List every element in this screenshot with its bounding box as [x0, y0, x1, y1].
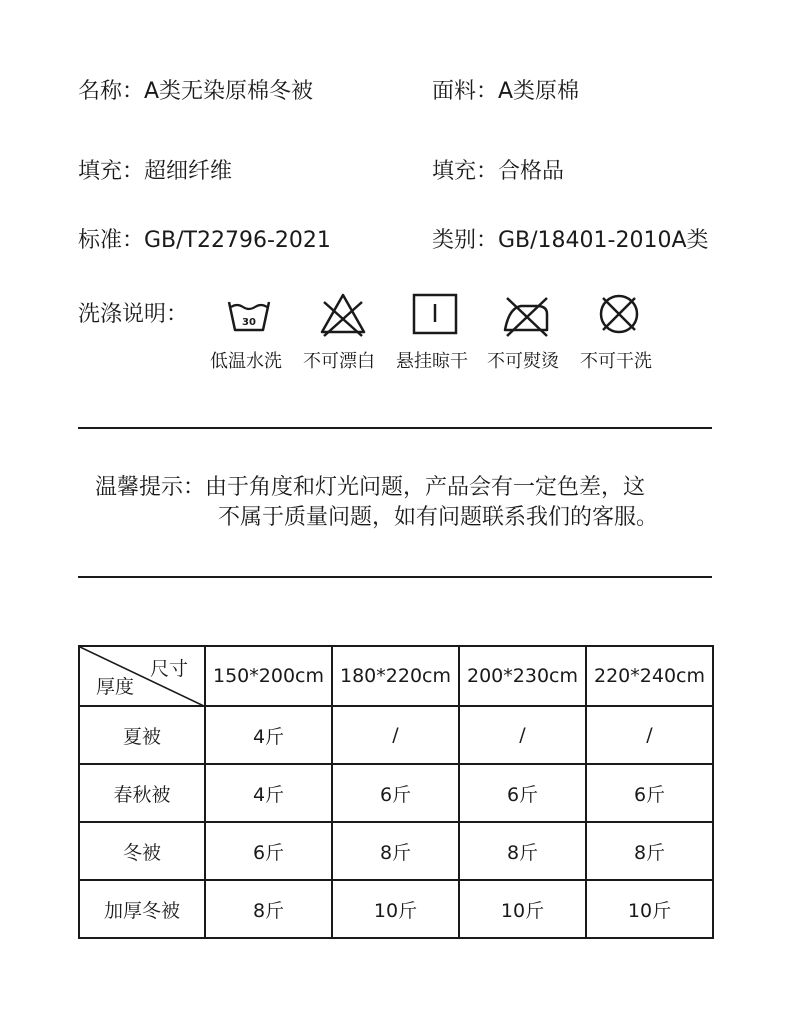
table-cell: 6斤	[205, 822, 332, 880]
corner-size-label: 尺寸	[149, 658, 188, 680]
spec-filling: 填充：超细纤维	[78, 159, 233, 184]
no-bleach-icon	[318, 292, 368, 338]
column-header: 180*220cm	[332, 646, 459, 706]
wash-label-no-dry-clean: 不可干洗	[580, 351, 652, 372]
table-cell: 4斤	[205, 764, 332, 822]
corner-cell	[79, 646, 205, 706]
row-label: 冬被	[79, 822, 205, 880]
table-cell: 10斤	[586, 880, 713, 938]
divider-top	[78, 427, 712, 429]
wash-label-low-temp: 低温水洗	[210, 351, 282, 372]
divider-bottom	[78, 576, 712, 578]
table-row	[79, 764, 713, 822]
table-cell: /	[459, 706, 586, 764]
table-cell: 8斤	[205, 880, 332, 938]
table-cell: 8斤	[459, 822, 586, 880]
tip-line-1: 温馨提示：由于角度和灯光问题，产品会有一定色差，这	[95, 475, 646, 500]
wash-30-icon	[224, 292, 274, 338]
tip-line-2: 不属于质量问题，如有问题联系我们的客服。	[218, 505, 659, 530]
no-dry-clean-icon	[594, 292, 644, 338]
spec-standard: 标准：GB/T22796-2021	[78, 228, 331, 253]
spec-filling-grade: 填充：合格品	[432, 159, 565, 184]
table-cell: 10斤	[459, 880, 586, 938]
row-label: 加厚冬被	[79, 880, 205, 938]
table-cell: 6斤	[459, 764, 586, 822]
spec-category: 类别：GB/18401-2010A类	[432, 228, 709, 253]
table-header-row	[79, 646, 713, 706]
table-cell: 4斤	[205, 706, 332, 764]
wash-title: 洗涤说明：	[78, 302, 189, 327]
table-cell: 10斤	[332, 880, 459, 938]
hang-dry-icon	[410, 292, 460, 338]
table-row	[79, 880, 713, 938]
corner-thickness-label: 厚度	[96, 676, 135, 698]
column-header: 150*200cm	[205, 646, 332, 706]
row-label: 夏被	[79, 706, 205, 764]
table-cell: /	[332, 706, 459, 764]
table-cell: 8斤	[586, 822, 713, 880]
table-cell: 8斤	[332, 822, 459, 880]
wash-label-no-iron: 不可熨烫	[487, 351, 559, 372]
column-header: 220*240cm	[586, 646, 713, 706]
size-table	[78, 645, 714, 939]
table-cell: /	[586, 706, 713, 764]
spec-fabric: 面料：A类原棉	[432, 79, 580, 104]
wash-label-hang-dry: 悬挂晾干	[396, 351, 468, 372]
table-cell: 6斤	[586, 764, 713, 822]
no-iron-icon	[501, 292, 551, 338]
table-cell: 6斤	[332, 764, 459, 822]
table-row	[79, 706, 713, 764]
spec-name: 名称：A类无染原棉冬被	[78, 79, 314, 104]
wash-label-no-bleach: 不可漂白	[303, 351, 375, 372]
column-header: 200*230cm	[459, 646, 586, 706]
table-row	[79, 822, 713, 880]
wash-temp-label: 30	[242, 317, 256, 328]
row-label: 春秋被	[79, 764, 205, 822]
